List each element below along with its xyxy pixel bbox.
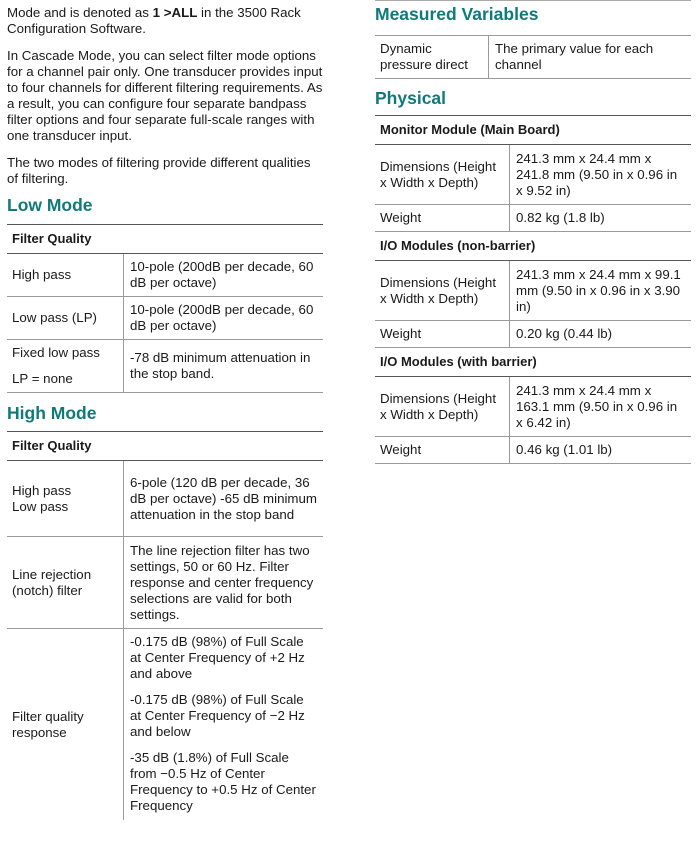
row-label: Weight — [375, 437, 510, 464]
table-row — [375, 145, 691, 205]
row-value: 10-pole (200dB per decade, 60 dB per octave) — [124, 254, 324, 297]
low-mode-table — [7, 224, 323, 393]
response-value-1: -0.175 dB (98%) of Full Scale at Center Frequency of +2 Hz and above — [130, 634, 305, 681]
intro-paragraph-1 — [7, 5, 323, 37]
row-label: Dimensions (Height x Width x Depth) — [375, 145, 510, 205]
row-value: 0.46 kg (1.01 lb) — [510, 437, 692, 464]
table-row — [375, 261, 691, 321]
row-value: 241.3 mm x 24.4 mm x 99.1 mm (9.50 in x 0.96 in x 3.90 in) — [510, 261, 692, 321]
table-row — [375, 437, 691, 464]
row-value: 241.3 mm x 24.4 mm x 163.1 mm (9.50 in x 0.96 in x 6.42 in) — [510, 377, 692, 437]
table-row — [375, 36, 691, 79]
low-mode-heading: Low Mode — [7, 195, 93, 215]
row-label — [7, 340, 124, 393]
table-row — [7, 629, 323, 821]
row-value: 10-pole (200dB per decade, 60 dB per octave) — [124, 297, 324, 340]
intro-p1-prefix: Mode and is denoted as — [7, 5, 153, 20]
table-row — [375, 205, 691, 232]
section-title: I/O Modules (with barrier) — [375, 348, 691, 377]
measured-table — [375, 35, 691, 79]
row-value: The primary value for each channel — [489, 36, 692, 79]
intro-text — [7, 5, 323, 187]
high-mode-table-header: Filter Quality — [7, 432, 323, 461]
table-row — [7, 537, 323, 629]
intro-p1-bold: 1 >ALL — [152, 5, 198, 20]
section-title: I/O Modules (non-barrier) — [375, 232, 691, 261]
row-value: 241.3 mm x 24.4 mm x 241.8 mm (9.50 in x 0.96 in x 9.52 in) — [510, 145, 692, 205]
intro-p1-suffix: in the 3500 Rack Configuration Software. — [7, 5, 301, 36]
high-mode-heading: High Mode — [7, 403, 97, 423]
intro-paragraph-3: The two modes of filtering provide different qualities of filtering. — [7, 155, 311, 186]
row-value — [124, 629, 324, 821]
measured-variables-heading: Measured Variables — [375, 4, 539, 24]
intro-paragraph-2: In Cascade Mode, you can select filter mode options for a channel pair only. One transducer provides input to four channels for different filtering requirements. As a result, you can configure four separate bandpass filter options and four separate full-scale ranges with one transducer input. — [7, 48, 323, 143]
row-label: Dimensions (Height x Width x Depth) — [375, 261, 510, 321]
high-pass-label: High pass — [12, 482, 72, 498]
table-row — [7, 340, 323, 393]
table-row — [375, 321, 691, 348]
physical-heading: Physical — [375, 88, 447, 108]
row-label: Weight — [375, 321, 510, 348]
row-label: Low pass (LP) — [7, 297, 124, 340]
row-value: 6-pole (120 dB per decade, 36 dB per octave) -65 dB minimum attenuation in the stop band — [124, 461, 324, 537]
row-value: 0.20 kg (0.44 lb) — [510, 321, 692, 348]
response-value-3: -35 dB (1.8%) of Full Scale from −0.5 Hz of Center Frequency to +0.5 Hz of Center Frequency — [130, 750, 316, 813]
right-column — [375, 0, 691, 464]
high-mode-table — [7, 431, 323, 820]
section-title: Monitor Module (Main Board) — [375, 116, 691, 145]
row-value: The line rejection filter has two settings, 50 or 60 Hz. Filter response and center frequency selections are valid for both settings. — [124, 537, 324, 629]
row-label: Dynamic pressure direct — [375, 36, 489, 79]
table-row — [7, 461, 323, 537]
physical-table — [375, 115, 691, 464]
table-row — [7, 297, 323, 340]
row-label: Weight — [375, 205, 510, 232]
response-value-2: -0.175 dB (98%) of Full Scale at Center Frequency of −2 Hz and below — [130, 692, 305, 739]
row-label: Line rejection (notch) filter — [7, 537, 124, 629]
low-mode-table-header: Filter Quality — [7, 225, 323, 254]
fixed-lp-label: Fixed low pass — [12, 345, 100, 360]
row-label: High pass — [7, 254, 124, 297]
row-value: 0.82 kg (1.8 lb) — [510, 205, 692, 232]
row-label: Dimensions (Height x Width x Depth) — [375, 377, 510, 437]
row-label — [7, 461, 124, 537]
table-row — [375, 377, 691, 437]
table-row — [7, 254, 323, 297]
left-column — [7, 0, 323, 820]
row-label: Filter quality response — [7, 629, 124, 821]
row-value: -78 dB minimum attenuation in the stop band. — [124, 340, 324, 393]
low-pass-label: Low pass — [12, 498, 69, 514]
lp-none-label: LP = none — [12, 371, 73, 386]
